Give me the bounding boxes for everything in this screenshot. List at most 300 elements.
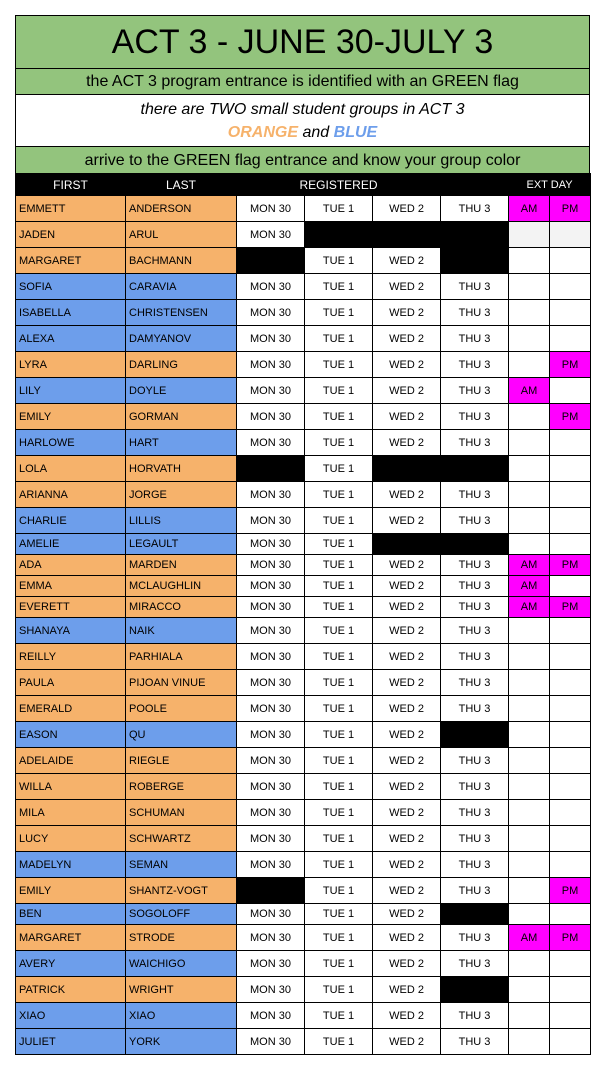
day-cell-thu: THU 3	[441, 748, 509, 774]
last-name-cell: SCHUMAN	[126, 800, 237, 826]
ext-am-cell	[509, 352, 550, 378]
groups-info	[15, 94, 590, 146]
day-cell-mon-unregistered	[237, 248, 305, 274]
day-cell-wed: WED 2	[373, 951, 441, 977]
day-cell-thu-unregistered	[441, 248, 509, 274]
ext-pm-cell	[550, 222, 591, 248]
table-row	[16, 774, 591, 800]
table-row	[16, 618, 591, 644]
ext-pm-cell	[550, 800, 591, 826]
ext-am-cell	[509, 951, 550, 977]
day-cell-tue: TUE 1	[305, 597, 373, 618]
last-name-cell: MCLAUGHLIN	[126, 576, 237, 597]
ext-pm-cell	[550, 618, 591, 644]
day-cell-mon: MON 30	[237, 774, 305, 800]
ext-am-cell	[509, 748, 550, 774]
day-cell-wed: WED 2	[373, 774, 441, 800]
last-name-cell: SEMAN	[126, 852, 237, 878]
day-cell-wed: WED 2	[373, 508, 441, 534]
day-cell-wed: WED 2	[373, 576, 441, 597]
day-cell-wed: WED 2	[373, 378, 441, 404]
table-row	[16, 576, 591, 597]
day-cell-mon: MON 30	[237, 555, 305, 576]
last-name-cell: NAIK	[126, 618, 237, 644]
day-cell-wed: WED 2	[373, 597, 441, 618]
ext-am-cell	[509, 644, 550, 670]
day-cell-wed: WED 2	[373, 300, 441, 326]
ext-pm-cell	[550, 826, 591, 852]
first-name-cell: EMMETT	[16, 196, 126, 222]
first-name-cell: WILLA	[16, 774, 126, 800]
day-cell-tue: TUE 1	[305, 508, 373, 534]
last-name-cell: QU	[126, 722, 237, 748]
ext-am-cell	[509, 222, 550, 248]
day-cell-wed: WED 2	[373, 618, 441, 644]
group-colors-line	[16, 121, 589, 144]
ext-pm-cell: PM	[550, 925, 591, 951]
day-cell-mon: MON 30	[237, 404, 305, 430]
entrance-note: the ACT 3 program entrance is identified with an GREEN flag	[15, 68, 590, 94]
day-cell-thu: THU 3	[441, 1003, 509, 1029]
table-row	[16, 534, 591, 555]
day-cell-tue: TUE 1	[305, 274, 373, 300]
day-cell-thu: THU 3	[441, 300, 509, 326]
ext-am-cell	[509, 722, 550, 748]
day-cell-thu: THU 3	[441, 774, 509, 800]
day-cell-wed: WED 2	[373, 722, 441, 748]
first-name-cell: BEN	[16, 904, 126, 925]
last-name-cell: MIRACCO	[126, 597, 237, 618]
day-cell-thu-unregistered	[441, 977, 509, 1003]
last-name-cell: PIJOAN VINUE	[126, 670, 237, 696]
day-cell-wed: WED 2	[373, 696, 441, 722]
day-cell-wed: WED 2	[373, 482, 441, 508]
day-cell-mon: MON 30	[237, 852, 305, 878]
day-cell-mon: MON 30	[237, 826, 305, 852]
ext-am-cell	[509, 878, 550, 904]
day-cell-wed-unregistered	[373, 456, 441, 482]
last-name-cell: CARAVIA	[126, 274, 237, 300]
first-name-cell: LYRA	[16, 352, 126, 378]
first-name-cell: EMILY	[16, 878, 126, 904]
table-row	[16, 852, 591, 878]
first-name-cell: AMELIE	[16, 534, 126, 555]
last-name-cell: LILLIS	[126, 508, 237, 534]
first-name-cell: EVERETT	[16, 597, 126, 618]
first-name-cell: SHANAYA	[16, 618, 126, 644]
first-name-cell: JULIET	[16, 1029, 126, 1055]
last-name-cell: HORVATH	[126, 456, 237, 482]
last-name-cell: XIAO	[126, 1003, 237, 1029]
day-cell-wed: WED 2	[373, 670, 441, 696]
first-name-cell: ALEXA	[16, 326, 126, 352]
day-cell-thu: THU 3	[441, 404, 509, 430]
day-cell-mon: MON 30	[237, 644, 305, 670]
ext-am-cell	[509, 774, 550, 800]
ext-pm-cell	[550, 274, 591, 300]
day-cell-wed-unregistered	[373, 222, 441, 248]
roster-table	[15, 173, 591, 1055]
day-cell-mon: MON 30	[237, 508, 305, 534]
day-cell-tue: TUE 1	[305, 722, 373, 748]
last-name-cell: BACHMANN	[126, 248, 237, 274]
table-row	[16, 670, 591, 696]
day-cell-thu: THU 3	[441, 696, 509, 722]
day-cell-tue: TUE 1	[305, 878, 373, 904]
day-cell-tue: TUE 1	[305, 618, 373, 644]
table-row	[16, 248, 591, 274]
ext-pm-cell: PM	[550, 597, 591, 618]
last-name-cell: POOLE	[126, 696, 237, 722]
day-cell-wed: WED 2	[373, 904, 441, 925]
day-cell-thu: THU 3	[441, 925, 509, 951]
column-header-last: LAST	[126, 174, 237, 196]
day-cell-wed: WED 2	[373, 196, 441, 222]
day-cell-wed: WED 2	[373, 404, 441, 430]
day-cell-wed: WED 2	[373, 800, 441, 826]
table-row	[16, 378, 591, 404]
day-cell-wed: WED 2	[373, 430, 441, 456]
day-cell-wed: WED 2	[373, 826, 441, 852]
ext-am-cell	[509, 248, 550, 274]
day-cell-tue: TUE 1	[305, 852, 373, 878]
day-cell-mon: MON 30	[237, 430, 305, 456]
roster-body	[16, 196, 591, 1055]
last-name-cell: YORK	[126, 1029, 237, 1055]
first-name-cell: EMMA	[16, 576, 126, 597]
day-cell-thu: THU 3	[441, 196, 509, 222]
table-row	[16, 1029, 591, 1055]
first-name-cell: EASON	[16, 722, 126, 748]
first-name-cell: HARLOWE	[16, 430, 126, 456]
first-name-cell: XIAO	[16, 1003, 126, 1029]
ext-am-cell: AM	[509, 378, 550, 404]
last-name-cell: ANDERSON	[126, 196, 237, 222]
last-name-cell: SHANTZ-VOGT	[126, 878, 237, 904]
day-cell-thu-unregistered	[441, 222, 509, 248]
first-name-cell: LOLA	[16, 456, 126, 482]
table-row	[16, 748, 591, 774]
last-name-cell: WAICHIGO	[126, 951, 237, 977]
ext-am-cell	[509, 852, 550, 878]
day-cell-wed: WED 2	[373, 977, 441, 1003]
ext-pm-cell	[550, 1003, 591, 1029]
day-cell-thu: THU 3	[441, 670, 509, 696]
last-name-cell: WRIGHT	[126, 977, 237, 1003]
day-cell-thu-unregistered	[441, 722, 509, 748]
day-cell-wed: WED 2	[373, 326, 441, 352]
last-name-cell: STRODE	[126, 925, 237, 951]
ext-am-cell	[509, 326, 550, 352]
first-name-cell: ADELAIDE	[16, 748, 126, 774]
column-header-first: FIRST	[16, 174, 126, 196]
day-cell-tue: TUE 1	[305, 326, 373, 352]
ext-am-cell	[509, 800, 550, 826]
last-name-cell: GORMAN	[126, 404, 237, 430]
first-name-cell: PATRICK	[16, 977, 126, 1003]
groups-note: there are TWO small student groups in ACT 3	[140, 101, 465, 118]
ext-pm-cell	[550, 696, 591, 722]
day-cell-thu: THU 3	[441, 951, 509, 977]
first-name-cell: REILLY	[16, 644, 126, 670]
ext-pm-cell	[550, 1029, 591, 1055]
ext-pm-cell	[550, 326, 591, 352]
day-cell-wed: WED 2	[373, 925, 441, 951]
last-name-cell: DOYLE	[126, 378, 237, 404]
ext-am-cell: AM	[509, 925, 550, 951]
ext-pm-cell	[550, 644, 591, 670]
table-row	[16, 925, 591, 951]
first-name-cell: MARGARET	[16, 925, 126, 951]
day-cell-thu: THU 3	[441, 508, 509, 534]
day-cell-mon-unregistered	[237, 456, 305, 482]
ext-am-cell	[509, 696, 550, 722]
day-cell-mon-unregistered	[237, 878, 305, 904]
day-cell-mon: MON 30	[237, 977, 305, 1003]
day-cell-wed: WED 2	[373, 1029, 441, 1055]
day-cell-tue: TUE 1	[305, 951, 373, 977]
day-cell-mon: MON 30	[237, 670, 305, 696]
table-row	[16, 430, 591, 456]
ext-pm-cell: PM	[550, 196, 591, 222]
table-row	[16, 274, 591, 300]
ext-am-cell	[509, 618, 550, 644]
ext-am-cell: AM	[509, 196, 550, 222]
day-cell-tue: TUE 1	[305, 352, 373, 378]
column-header-ext-day: EXT DAY	[509, 174, 591, 196]
last-name-cell: ROBERGE	[126, 774, 237, 800]
table-row	[16, 555, 591, 576]
day-cell-thu-unregistered	[441, 534, 509, 555]
day-cell-tue: TUE 1	[305, 482, 373, 508]
table-row	[16, 951, 591, 977]
table-row	[16, 222, 591, 248]
day-cell-tue: TUE 1	[305, 644, 373, 670]
table-row	[16, 508, 591, 534]
day-cell-tue: TUE 1	[305, 748, 373, 774]
first-name-cell: MADELYN	[16, 852, 126, 878]
day-cell-mon: MON 30	[237, 618, 305, 644]
ext-am-cell	[509, 300, 550, 326]
last-name-cell: LEGAULT	[126, 534, 237, 555]
arrive-note: arrive to the GREEN flag entrance and know your group color	[15, 146, 590, 173]
table-row	[16, 826, 591, 852]
day-cell-mon: MON 30	[237, 326, 305, 352]
first-name-cell: LILY	[16, 378, 126, 404]
table-row	[16, 482, 591, 508]
day-cell-mon: MON 30	[237, 1029, 305, 1055]
day-cell-mon: MON 30	[237, 576, 305, 597]
ext-pm-cell: PM	[550, 555, 591, 576]
last-name-cell: SCHWARTZ	[126, 826, 237, 852]
ext-am-cell	[509, 904, 550, 925]
day-cell-thu-unregistered	[441, 904, 509, 925]
ext-am-cell	[509, 482, 550, 508]
ext-pm-cell	[550, 378, 591, 404]
day-cell-wed: WED 2	[373, 555, 441, 576]
day-cell-tue: TUE 1	[305, 977, 373, 1003]
day-cell-mon: MON 30	[237, 300, 305, 326]
ext-am-cell: AM	[509, 597, 550, 618]
day-cell-mon: MON 30	[237, 222, 305, 248]
day-cell-mon: MON 30	[237, 904, 305, 925]
day-cell-tue: TUE 1	[305, 196, 373, 222]
ext-am-cell	[509, 826, 550, 852]
last-name-cell: JORGE	[126, 482, 237, 508]
ext-pm-cell	[550, 722, 591, 748]
day-cell-tue: TUE 1	[305, 826, 373, 852]
day-cell-tue: TUE 1	[305, 774, 373, 800]
ext-am-cell	[509, 430, 550, 456]
ext-pm-cell	[550, 248, 591, 274]
table-row	[16, 196, 591, 222]
ext-am-cell	[509, 977, 550, 1003]
day-cell-tue: TUE 1	[305, 696, 373, 722]
day-cell-mon: MON 30	[237, 951, 305, 977]
day-cell-wed: WED 2	[373, 748, 441, 774]
first-name-cell: EMILY	[16, 404, 126, 430]
table-row	[16, 696, 591, 722]
last-name-cell: SOGOLOFF	[126, 904, 237, 925]
ext-am-cell	[509, 508, 550, 534]
day-cell-tue: TUE 1	[305, 534, 373, 555]
ext-am-cell	[509, 1029, 550, 1055]
table-row	[16, 644, 591, 670]
day-cell-wed: WED 2	[373, 878, 441, 904]
ext-am-cell	[509, 670, 550, 696]
day-cell-mon: MON 30	[237, 722, 305, 748]
last-name-cell: RIEGLE	[126, 748, 237, 774]
ext-pm-cell	[550, 456, 591, 482]
first-name-cell: AVERY	[16, 951, 126, 977]
day-cell-mon: MON 30	[237, 352, 305, 378]
column-header-registered-spacer	[441, 174, 509, 196]
ext-am-cell	[509, 456, 550, 482]
day-cell-mon: MON 30	[237, 274, 305, 300]
table-row	[16, 1003, 591, 1029]
schedule-sheet	[15, 15, 590, 1055]
table-row	[16, 904, 591, 925]
ext-am-cell	[509, 534, 550, 555]
table-row	[16, 456, 591, 482]
day-cell-tue: TUE 1	[305, 670, 373, 696]
ext-pm-cell	[550, 977, 591, 1003]
page-title: ACT 3 - JUNE 30-JULY 3	[15, 15, 590, 68]
first-name-cell: SOFIA	[16, 274, 126, 300]
day-cell-mon: MON 30	[237, 482, 305, 508]
ext-pm-cell	[550, 534, 591, 555]
day-cell-tue: TUE 1	[305, 576, 373, 597]
first-name-cell: PAULA	[16, 670, 126, 696]
day-cell-thu: THU 3	[441, 378, 509, 404]
table-row	[16, 977, 591, 1003]
last-name-cell: ARUL	[126, 222, 237, 248]
day-cell-thu: THU 3	[441, 597, 509, 618]
day-cell-thu: THU 3	[441, 618, 509, 644]
day-cell-wed: WED 2	[373, 644, 441, 670]
ext-am-cell	[509, 1003, 550, 1029]
first-name-cell: ARIANNA	[16, 482, 126, 508]
ext-pm-cell	[550, 670, 591, 696]
first-name-cell: MILA	[16, 800, 126, 826]
first-name-cell: CHARLIE	[16, 508, 126, 534]
ext-pm-cell: PM	[550, 878, 591, 904]
day-cell-thu: THU 3	[441, 352, 509, 378]
day-cell-tue: TUE 1	[305, 1029, 373, 1055]
day-cell-mon: MON 30	[237, 748, 305, 774]
day-cell-thu: THU 3	[441, 800, 509, 826]
ext-pm-cell: PM	[550, 404, 591, 430]
group-orange-label: ORANGE	[227, 124, 299, 141]
first-name-cell: MARGARET	[16, 248, 126, 274]
ext-pm-cell	[550, 430, 591, 456]
day-cell-thu: THU 3	[441, 482, 509, 508]
day-cell-mon: MON 30	[237, 378, 305, 404]
day-cell-tue: TUE 1	[305, 456, 373, 482]
ext-pm-cell: PM	[550, 352, 591, 378]
day-cell-thu: THU 3	[441, 274, 509, 300]
day-cell-mon: MON 30	[237, 196, 305, 222]
day-cell-mon: MON 30	[237, 534, 305, 555]
table-row	[16, 352, 591, 378]
day-cell-tue: TUE 1	[305, 555, 373, 576]
day-cell-thu: THU 3	[441, 326, 509, 352]
last-name-cell: HART	[126, 430, 237, 456]
day-cell-tue: TUE 1	[305, 404, 373, 430]
ext-pm-cell	[550, 852, 591, 878]
day-cell-tue: TUE 1	[305, 904, 373, 925]
day-cell-thu: THU 3	[441, 644, 509, 670]
table-row	[16, 597, 591, 618]
last-name-cell: MARDEN	[126, 555, 237, 576]
day-cell-tue-unregistered	[305, 222, 373, 248]
last-name-cell: CHRISTENSEN	[126, 300, 237, 326]
ext-pm-cell	[550, 482, 591, 508]
day-cell-tue: TUE 1	[305, 300, 373, 326]
day-cell-mon: MON 30	[237, 597, 305, 618]
table-row	[16, 878, 591, 904]
day-cell-thu: THU 3	[441, 878, 509, 904]
day-cell-thu: THU 3	[441, 852, 509, 878]
day-cell-wed: WED 2	[373, 852, 441, 878]
first-name-cell: LUCY	[16, 826, 126, 852]
ext-pm-cell	[550, 748, 591, 774]
day-cell-tue: TUE 1	[305, 925, 373, 951]
first-name-cell: ISABELLA	[16, 300, 126, 326]
ext-pm-cell	[550, 951, 591, 977]
day-cell-wed: WED 2	[373, 352, 441, 378]
last-name-cell: PARHIALA	[126, 644, 237, 670]
first-name-cell: JADEN	[16, 222, 126, 248]
day-cell-tue: TUE 1	[305, 378, 373, 404]
day-cell-wed: WED 2	[373, 274, 441, 300]
day-cell-thu: THU 3	[441, 576, 509, 597]
group-and-label: and	[302, 124, 330, 141]
day-cell-mon: MON 30	[237, 800, 305, 826]
day-cell-thu: THU 3	[441, 826, 509, 852]
ext-am-cell	[509, 404, 550, 430]
day-cell-thu: THU 3	[441, 555, 509, 576]
column-header-registered: REGISTERED	[237, 174, 441, 196]
day-cell-thu: THU 3	[441, 430, 509, 456]
table-row	[16, 800, 591, 826]
day-cell-wed-unregistered	[373, 534, 441, 555]
table-row	[16, 404, 591, 430]
day-cell-mon: MON 30	[237, 925, 305, 951]
ext-pm-cell	[550, 300, 591, 326]
ext-am-cell	[509, 274, 550, 300]
day-cell-tue: TUE 1	[305, 800, 373, 826]
